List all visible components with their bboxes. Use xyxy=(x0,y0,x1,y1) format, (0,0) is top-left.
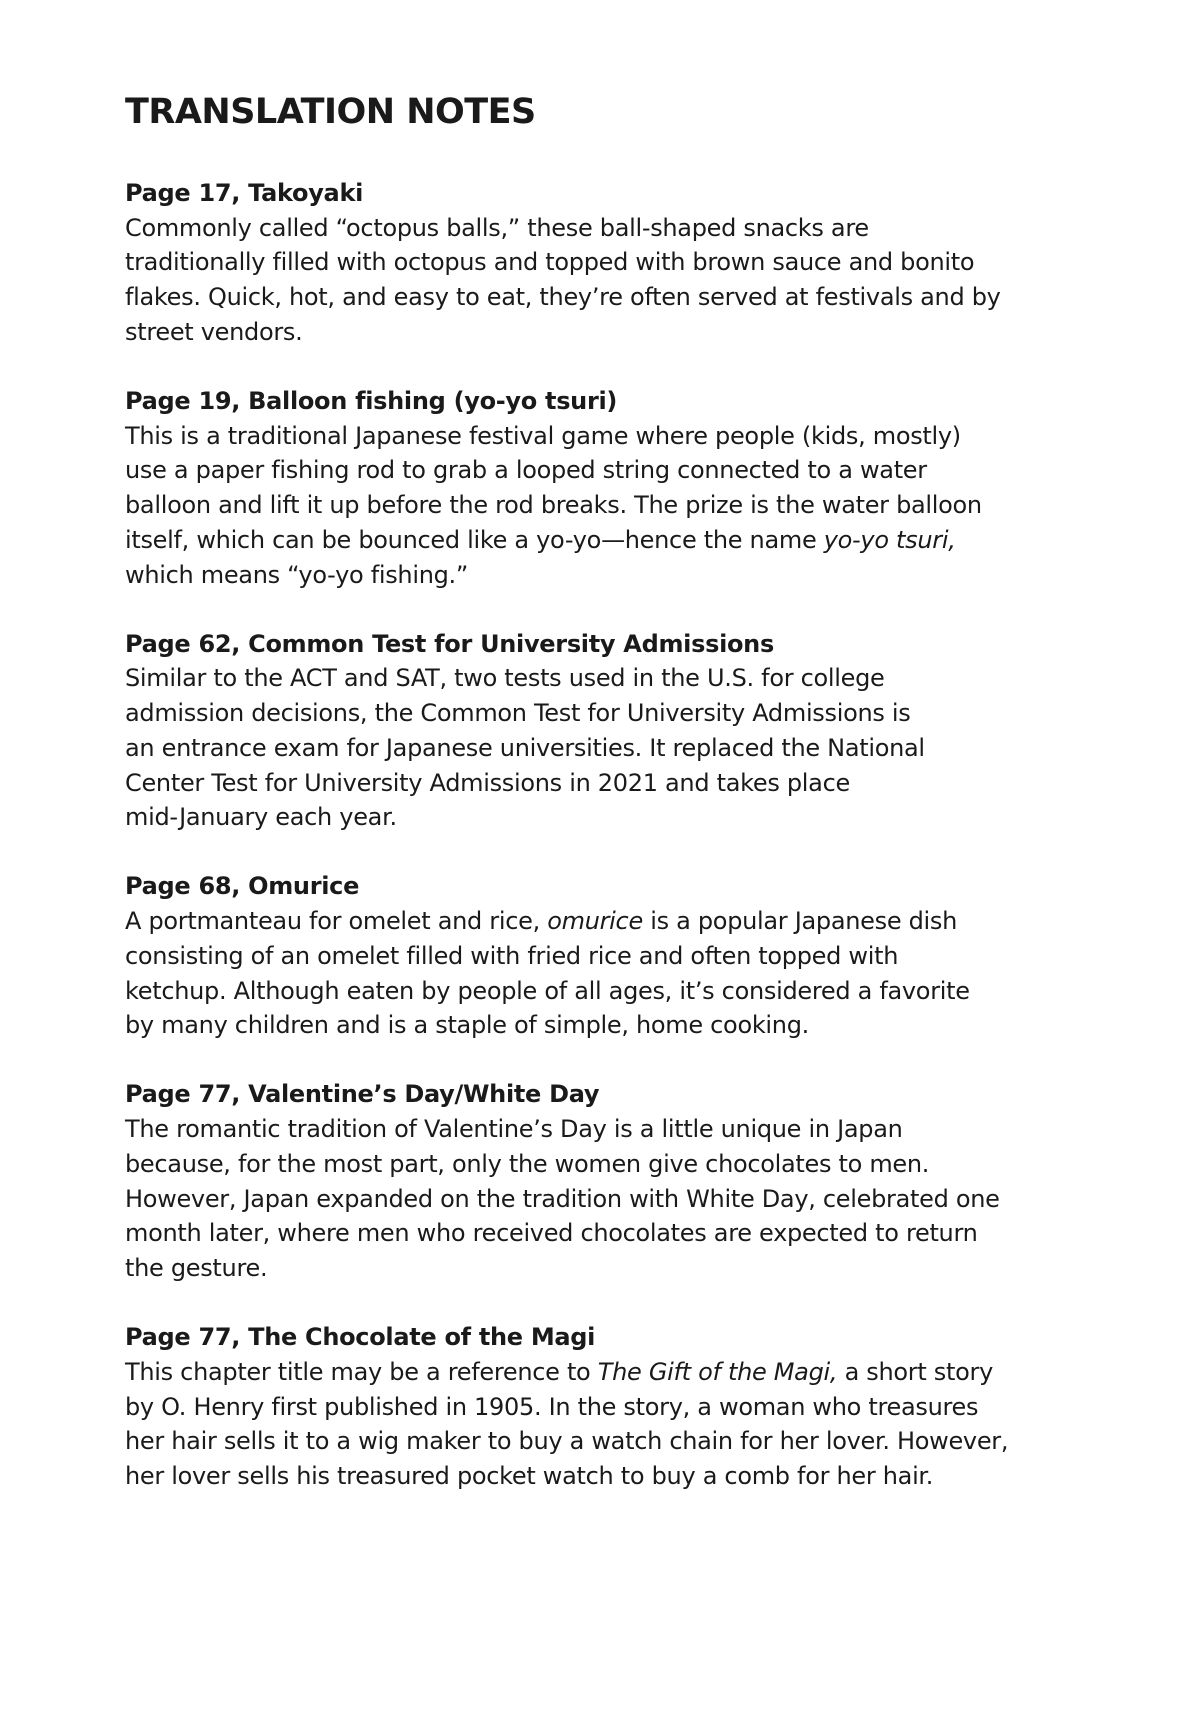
note-body-line xyxy=(125,211,1125,246)
body-text: A portmanteau for omelet and rice, xyxy=(125,907,548,936)
note-body xyxy=(125,904,1125,1043)
note-body-line xyxy=(125,1182,1125,1217)
note-body-line xyxy=(125,1355,1125,1390)
note-body xyxy=(125,211,1125,350)
note-body-line xyxy=(125,1008,1125,1043)
body-text: However, Japan expanded on the tradition with White Day, celebrated one xyxy=(125,1184,1000,1213)
translation-note xyxy=(125,1320,1125,1494)
body-text: an entrance exam for Japanese universities. It replaced the National xyxy=(125,733,925,762)
note-body-line xyxy=(125,453,1125,488)
body-text: Commonly called “octopus balls,” these ball-shaped snacks are xyxy=(125,213,869,242)
body-text: The romantic tradition of Valentine’s Day is a little unique in Japan xyxy=(125,1115,903,1144)
body-text: admission decisions, the Common Test for University Admissions is xyxy=(125,699,911,728)
body-text: This chapter title may be a reference to xyxy=(125,1357,598,1386)
body-text: mid-January each year. xyxy=(125,803,397,832)
note-body-line xyxy=(125,1251,1125,1286)
italic-text: omurice xyxy=(547,907,643,936)
body-text: which means “yo-yo fishing.” xyxy=(125,560,469,589)
note-body-line xyxy=(125,1459,1125,1494)
note-body xyxy=(125,419,1125,593)
body-text: flakes. Quick, hot, and easy to eat, they’re often served at festivals and by xyxy=(125,283,1001,312)
body-text: her hair sells it to a wig maker to buy a watch chain for her lover. However, xyxy=(125,1427,1009,1456)
note-body-line xyxy=(125,419,1125,454)
note-body-line xyxy=(125,800,1125,835)
italic-text: The Gift of the Magi, xyxy=(597,1357,838,1386)
note-body-line xyxy=(125,488,1125,523)
note-body-line xyxy=(125,245,1125,280)
note-body-line xyxy=(125,523,1125,558)
translation-note xyxy=(125,1077,1125,1285)
translation-note xyxy=(125,176,1125,350)
note-body-line xyxy=(125,1112,1125,1147)
notes-list xyxy=(125,176,1125,1494)
translation-note xyxy=(125,869,1125,1043)
body-text: itself, which can be bounced like a yo-yo—hence the name xyxy=(125,525,824,554)
note-body xyxy=(125,1112,1125,1286)
body-text: street vendors. xyxy=(125,317,303,346)
note-body-line xyxy=(125,939,1125,974)
note-heading: Page 77, Valentine’s Day/White Day xyxy=(125,1080,600,1109)
note-body-line xyxy=(125,696,1125,731)
note-body-line xyxy=(125,766,1125,801)
note-body-line xyxy=(125,558,1125,593)
translation-notes-page xyxy=(125,92,1125,1528)
body-text: use a paper fishing rod to grab a looped string connected to a water xyxy=(125,456,927,485)
note-body-line xyxy=(125,1390,1125,1425)
body-text: Similar to the ACT and SAT, two tests used in the U.S. for college xyxy=(125,664,885,693)
note-body-line xyxy=(125,661,1125,696)
body-text: by O. Henry first published in 1905. In the story, a woman who treasures xyxy=(125,1392,979,1421)
note-heading: Page 19, Balloon fishing (yo-yo tsuri) xyxy=(125,387,618,416)
note-body-line xyxy=(125,1147,1125,1182)
body-text: her lover sells his treasured pocket watch to buy a comb for her hair. xyxy=(125,1462,934,1490)
body-text: because, for the most part, only the women give chocolates to men. xyxy=(125,1149,930,1178)
body-text: the gesture. xyxy=(125,1253,268,1282)
translation-note xyxy=(125,627,1125,835)
body-text: consisting of an omelet filled with fried rice and often topped with xyxy=(125,941,899,970)
note-body-line xyxy=(125,731,1125,766)
note-body xyxy=(125,661,1125,835)
body-text: ketchup. Although eaten by people of all ages, it’s considered a favorite xyxy=(125,976,970,1005)
body-text: traditionally filled with octopus and topped with brown sauce and bonito xyxy=(125,248,975,277)
note-heading: Page 77, The Chocolate of the Magi xyxy=(125,1323,596,1352)
note-heading: Page 68, Omurice xyxy=(125,872,360,901)
body-text: a short story xyxy=(837,1357,993,1386)
body-text: Center Test for University Admissions in 2021 and takes place xyxy=(125,768,850,797)
translation-note xyxy=(125,384,1125,592)
note-body-line xyxy=(125,974,1125,1009)
note-body-line xyxy=(125,315,1125,350)
body-text: by many children and is a staple of simple, home cooking. xyxy=(125,1011,809,1040)
italic-text: yo-yo tsuri, xyxy=(823,525,956,554)
body-text: is a popular Japanese dish xyxy=(642,907,958,936)
note-heading: Page 17, Takoyaki xyxy=(125,179,364,207)
note-body-line xyxy=(125,1216,1125,1251)
note-body-line xyxy=(125,904,1125,939)
note-body xyxy=(125,1355,1125,1494)
note-heading: Page 62, Common Test for University Admissions xyxy=(125,629,774,658)
note-body-line xyxy=(125,1424,1125,1459)
page-title: TRANSLATION NOTES xyxy=(125,92,536,132)
body-text: This is a traditional Japanese festival game where people (kids, mostly) xyxy=(125,421,961,450)
note-body-line xyxy=(125,280,1125,315)
body-text: balloon and lift it up before the rod breaks. The prize is the water balloon xyxy=(125,491,982,520)
body-text: month later, where men who received chocolates are expected to return xyxy=(125,1219,978,1248)
